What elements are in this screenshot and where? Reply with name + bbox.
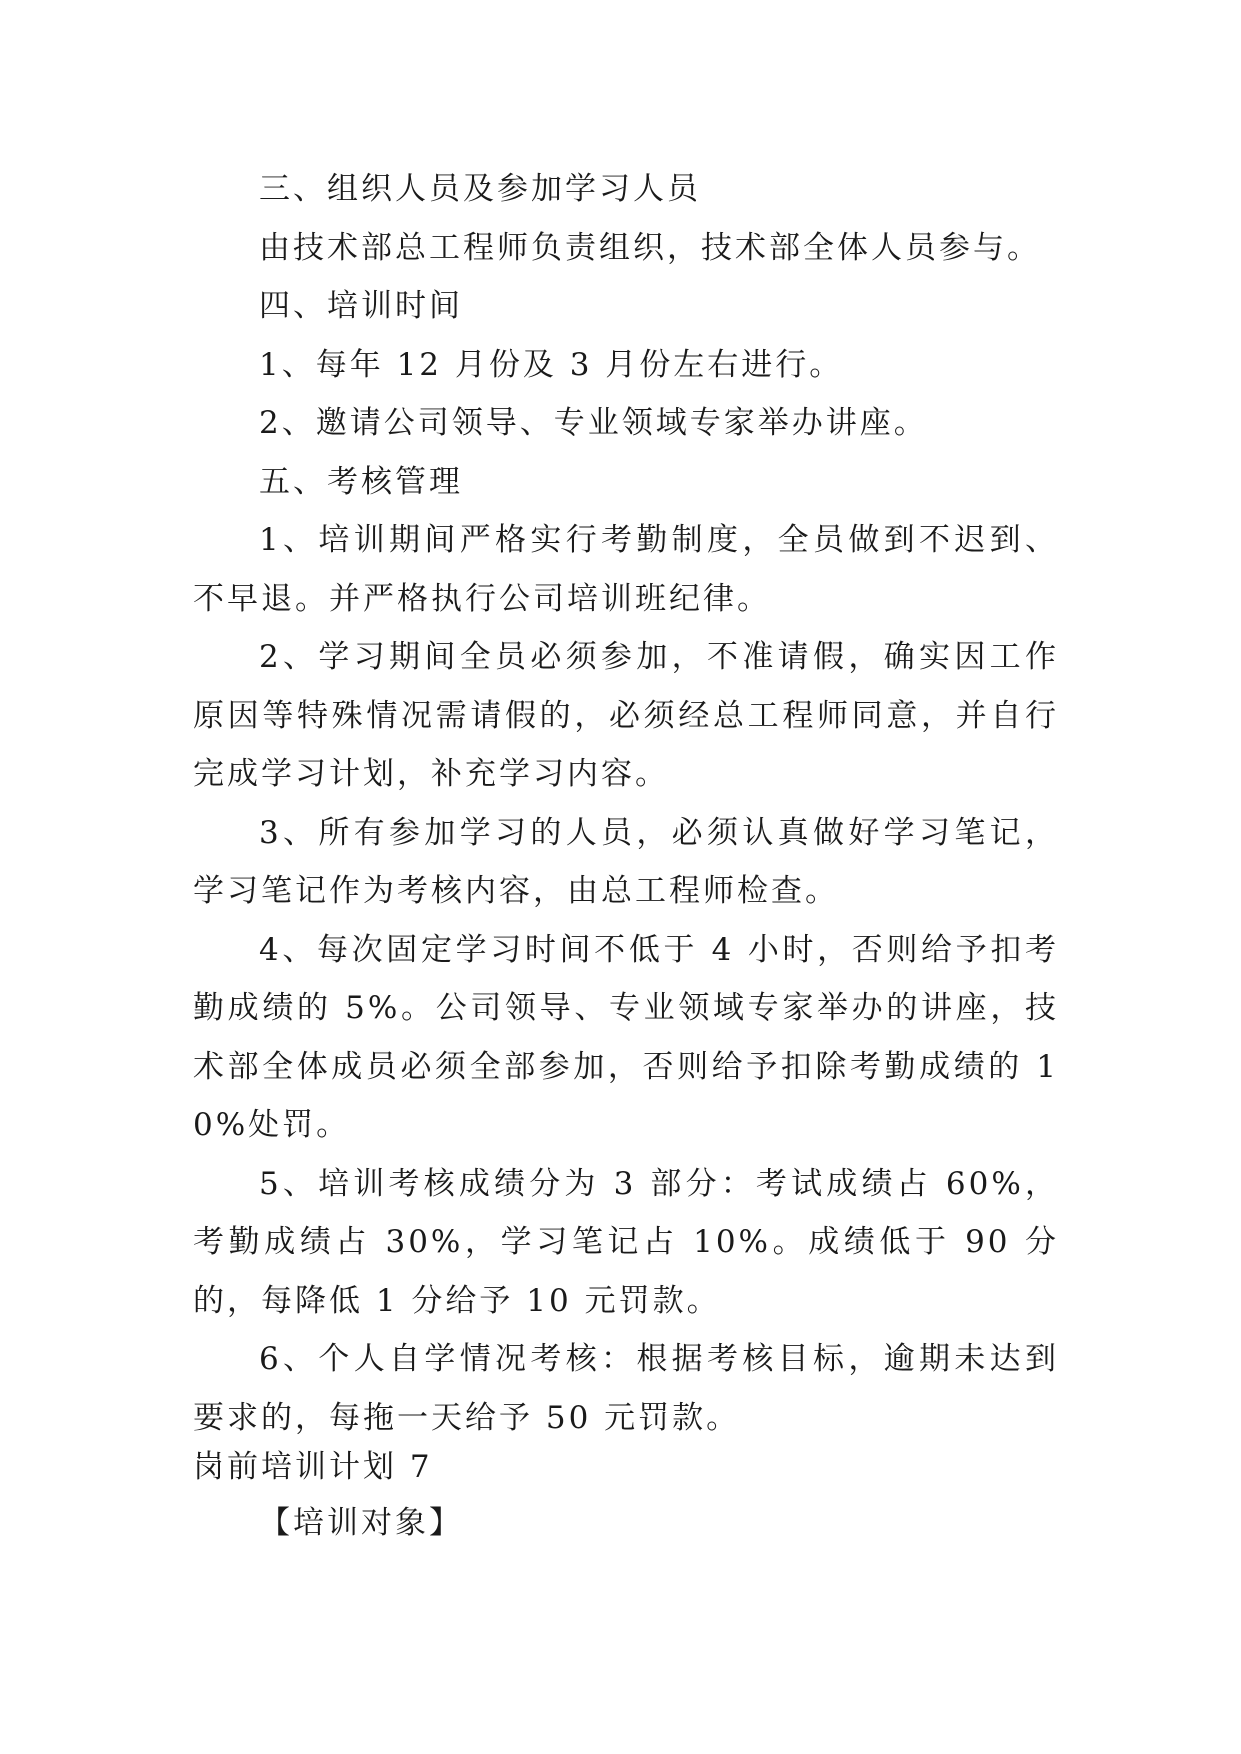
heading-assessment: 五、考核管理 bbox=[259, 463, 463, 500]
heading-training-time: 四、培训时间 bbox=[259, 288, 463, 324]
assessment-item-5: 5、培训考核成绩分为 3 部分：考试成绩占 60%，考勤成绩占 30%，学习笔记占 10%。成绩低于 90 分的，每降低 1 分给予 10 元罚款。 bbox=[193, 1165, 1059, 1319]
organizers-text: 由技术部总工程师负责组织，技术部全体人员参与。 bbox=[259, 229, 1041, 266]
section-title: 岗前培训计划 7 bbox=[193, 1449, 433, 1485]
training-time-item-1: 1、每年 12 月份及 3 月份左右进行。 bbox=[259, 346, 844, 383]
document-body bbox=[193, 160, 1059, 1447]
assessment-item-2: 2、学习期间全员必须参加，不准请假，确实因工作原因等特殊情况需请假的，必须经总工程师同意，并自行完成学习计划，补充学习内容。 bbox=[193, 639, 1059, 792]
assessment-item-4: 4、每次固定学习时间不低于 4 小时，否则给予扣考勤成绩的 5%。公司领导、专业领域专家举办的讲座，技术部全体成员必须全部参加，否则给予扣除考勤成绩的 10%处罚。 bbox=[193, 931, 1059, 1143]
assessment-item-6: 6、个人自学情况考核：根据考核目标，逾期未达到要求的，每拖一天给予 50 元罚款。 bbox=[193, 1341, 1059, 1436]
assessment-item-3: 3、所有参加学习的人员，必须认真做好学习笔记，学习笔记作为考核内容，由总工程师检查。 bbox=[193, 814, 1059, 909]
training-time-item-2: 2、邀请公司领导、专业领域专家举办讲座。 bbox=[259, 405, 928, 441]
heading-organizers: 三、组织人员及参加学习人员 bbox=[259, 171, 701, 207]
assessment-item-1: 1、培训期间严格实行考勤制度，全员做到不迟到、不早退。并严格执行公司培训班纪律。 bbox=[193, 522, 1059, 617]
section-subheading: 【培训对象】 bbox=[259, 1505, 463, 1541]
